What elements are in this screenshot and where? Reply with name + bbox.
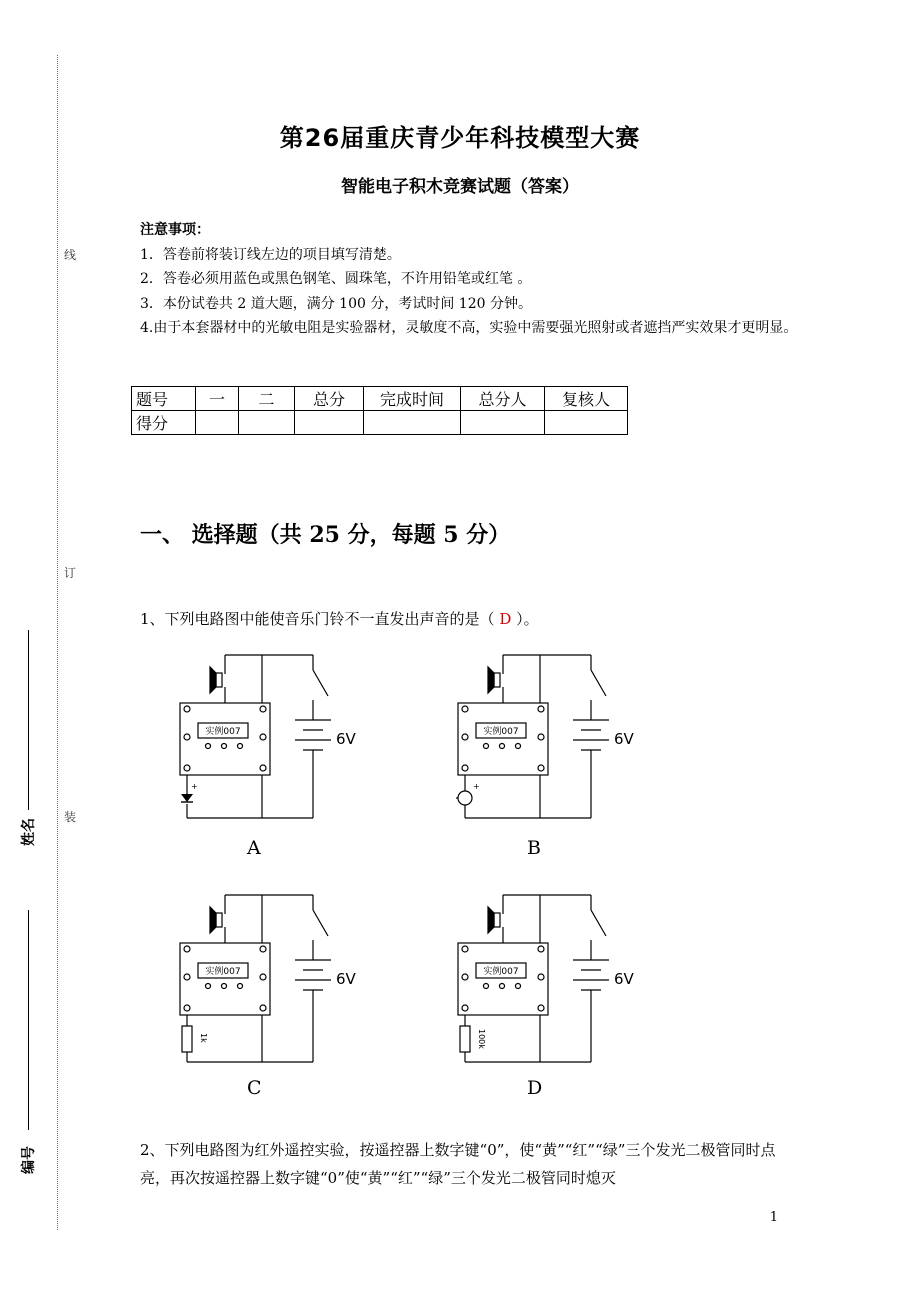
circuit-a: [150, 650, 380, 825]
circuit-c: [150, 890, 380, 1070]
circuit-d-diagram: [428, 890, 658, 1070]
notes-item: 4.由于本套器材中的光敏电阻是实验器材，灵敏度不高，实验中需要强光照射或者遮挡严实效果才更明显。: [140, 320, 798, 336]
notes-item: 3．本份试卷共 2 道大题，满分 100 分，考试时间 120 分钟。: [140, 295, 532, 312]
circuit-c-diagram: [150, 890, 380, 1070]
section-title: 一、 选择题（共 25 分，每题 5 分）: [140, 522, 511, 548]
module-label: 实例007: [483, 967, 519, 977]
binding-order-label: 订: [64, 566, 77, 580]
circuit-b-diagram: [428, 650, 658, 825]
score-input-cell[interactable]: [196, 411, 239, 435]
voltage-label: 6V: [336, 730, 356, 748]
svg-text:+: +: [191, 782, 198, 791]
name-label: 姓名: [21, 818, 37, 846]
binding-line-label: 线: [64, 248, 77, 262]
score-header-cell: 复核人: [545, 387, 628, 411]
option-letter-d: D: [527, 1077, 543, 1099]
number-label: 编号: [21, 1146, 37, 1174]
score-header-cell: 完成时间: [364, 387, 461, 411]
score-table-row: [132, 411, 628, 435]
score-header-cell: 总分人: [461, 387, 545, 411]
page-number: 1: [769, 1210, 778, 1225]
score-input-cell[interactable]: [364, 411, 461, 435]
page-subtitle: 智能电子积木竞赛试题（答案）: [341, 177, 579, 197]
resistor-label: 1k: [199, 1033, 208, 1043]
number-underline: [28, 910, 29, 1130]
option-letter-b: B: [527, 837, 541, 859]
voltage-label: 6V: [336, 970, 356, 988]
score-input-cell[interactable]: [545, 411, 628, 435]
name-underline: [28, 630, 29, 810]
option-letter-c: C: [247, 1077, 262, 1099]
score-table-header-row: [132, 387, 628, 411]
score-input-cell[interactable]: [461, 411, 545, 435]
score-row-label: 得分: [132, 411, 196, 435]
module-label: 实例007: [205, 727, 241, 737]
notes-heading: 注意事项：: [140, 222, 210, 238]
page-title: 第26届重庆青少年科技模型大赛: [279, 124, 641, 152]
circuit-a-diagram: [150, 650, 380, 825]
notes-block: [140, 218, 800, 341]
question-1-text: 1、下列电路图中能使音乐门铃不一直发出声音的是（: [140, 610, 500, 628]
score-header-cell: 题号: [132, 387, 196, 411]
notes-item: 1．答卷前将装订线左边的项目填写清楚。: [140, 246, 401, 263]
option-letter-a: A: [247, 837, 261, 859]
notes-item: 2．答卷必须用蓝色或黑色钢笔、圆珠笔，不许用铅笔或红笔 。: [140, 271, 532, 287]
question-1: [140, 608, 539, 629]
module-label: 实例007: [205, 967, 241, 977]
module-label: 实例007: [483, 727, 519, 737]
score-header-cell: 一: [196, 387, 239, 411]
score-input-cell[interactable]: [295, 411, 364, 435]
circuit-d: [428, 890, 658, 1070]
question-1-answer: D: [499, 610, 512, 628]
score-header-cell: 二: [239, 387, 295, 411]
voltage-label: 6V: [614, 730, 634, 748]
voltage-label: 6V: [614, 970, 634, 988]
svg-text:+: +: [473, 782, 480, 791]
binding-margin-line: [57, 55, 58, 1230]
score-input-cell[interactable]: [239, 411, 295, 435]
score-table: [131, 386, 628, 435]
binding-bind-label: 装: [64, 810, 77, 824]
circuit-b: [428, 650, 658, 825]
resistor-label: 100k: [477, 1029, 486, 1049]
question-2: 2、下列电路图为红外遥控实验，按遥控器上数字键“0”，使“黄”“红”“绿”三个发光二极管同时点亮，再次按遥控器上数字键“0”使“黄”“红”“绿”三个发光二极管同时熄灭: [140, 1141, 776, 1187]
score-header-cell: 总分: [295, 387, 364, 411]
question-1-text-end: ）。: [511, 610, 539, 628]
